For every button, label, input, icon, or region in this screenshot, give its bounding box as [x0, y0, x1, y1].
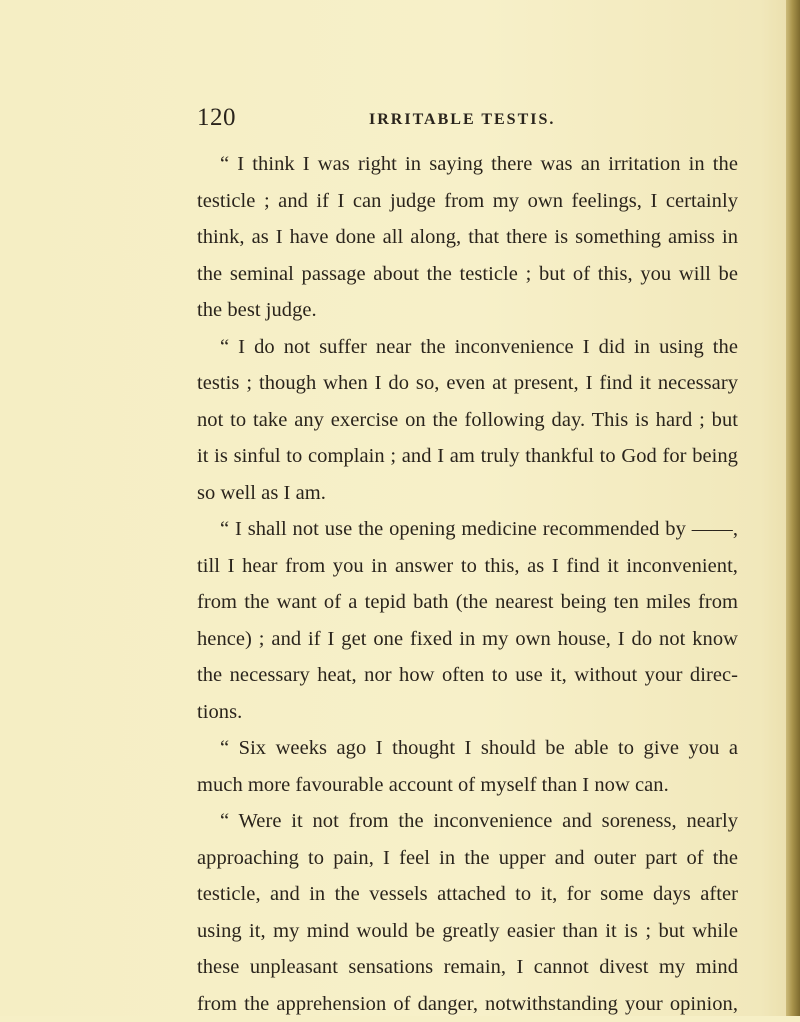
- page-header: [197, 104, 757, 134]
- text-line: testicle ; and if I can judge from my own feelings, I certainly: [197, 183, 738, 220]
- text-line: “ Were it not from the inconvenience and soreness, nearly: [197, 803, 738, 840]
- text-line: “ I think I was right in saying there was an irritation in the: [197, 146, 738, 183]
- text-line: till I hear from you in answer to this, as I find it inconvenient,: [197, 548, 738, 585]
- text-line: the necessary heat, nor how often to use it, without your direc-: [197, 657, 738, 694]
- body-text: [197, 146, 738, 1022]
- paragraph-4: [197, 730, 738, 803]
- text-line: “ Six weeks ago I thought I should be able to give you a: [197, 730, 738, 767]
- text-line: it is sinful to complain ; and I am truly thankful to God for being: [197, 438, 738, 475]
- text-line: hence) ; and if I get one fixed in my own house, I do not know: [197, 621, 738, 658]
- text-line: “ I shall not use the opening medicine recommended by ——,: [197, 511, 738, 548]
- text-line: the best judge.: [197, 292, 738, 329]
- text-line: the seminal passage about the testicle ; but of this, you will be: [197, 256, 738, 293]
- paragraph-2: [197, 329, 738, 512]
- text-line: testicle, and in the vessels attached to it, for some days after: [197, 876, 738, 913]
- page-number: 120: [197, 104, 236, 132]
- page-edge: [786, 0, 800, 1016]
- text-line: tions.: [197, 694, 738, 731]
- paragraph-5: [197, 803, 738, 1022]
- text-line: “ I do not suffer near the inconvenience I did in using the: [197, 329, 738, 366]
- text-line: think, as I have done all along, that there is something amiss in: [197, 219, 738, 256]
- paragraph-1: [197, 146, 738, 329]
- text-line: testis ; though when I do so, even at present, I find it necessary: [197, 365, 738, 402]
- text-line: approaching to pain, I feel in the upper and outer part of the: [197, 840, 738, 877]
- text-line: from the want of a tepid bath (the nearest being ten miles from: [197, 584, 738, 621]
- text-line: much more favourable account of myself than I now can.: [197, 767, 738, 804]
- text-line: these unpleasant sensations remain, I cannot divest my mind: [197, 949, 738, 986]
- paragraph-3: [197, 511, 738, 730]
- text-line: using it, my mind would be greatly easier than it is ; but while: [197, 913, 738, 950]
- text-line: so well as I am.: [197, 475, 738, 512]
- text-line: not to take any exercise on the following day. This is hard ; but: [197, 402, 738, 439]
- text-line: from the apprehension of danger, notwithstanding your opinion,: [197, 986, 738, 1022]
- running-head: IRRITABLE TESTIS.: [369, 111, 555, 129]
